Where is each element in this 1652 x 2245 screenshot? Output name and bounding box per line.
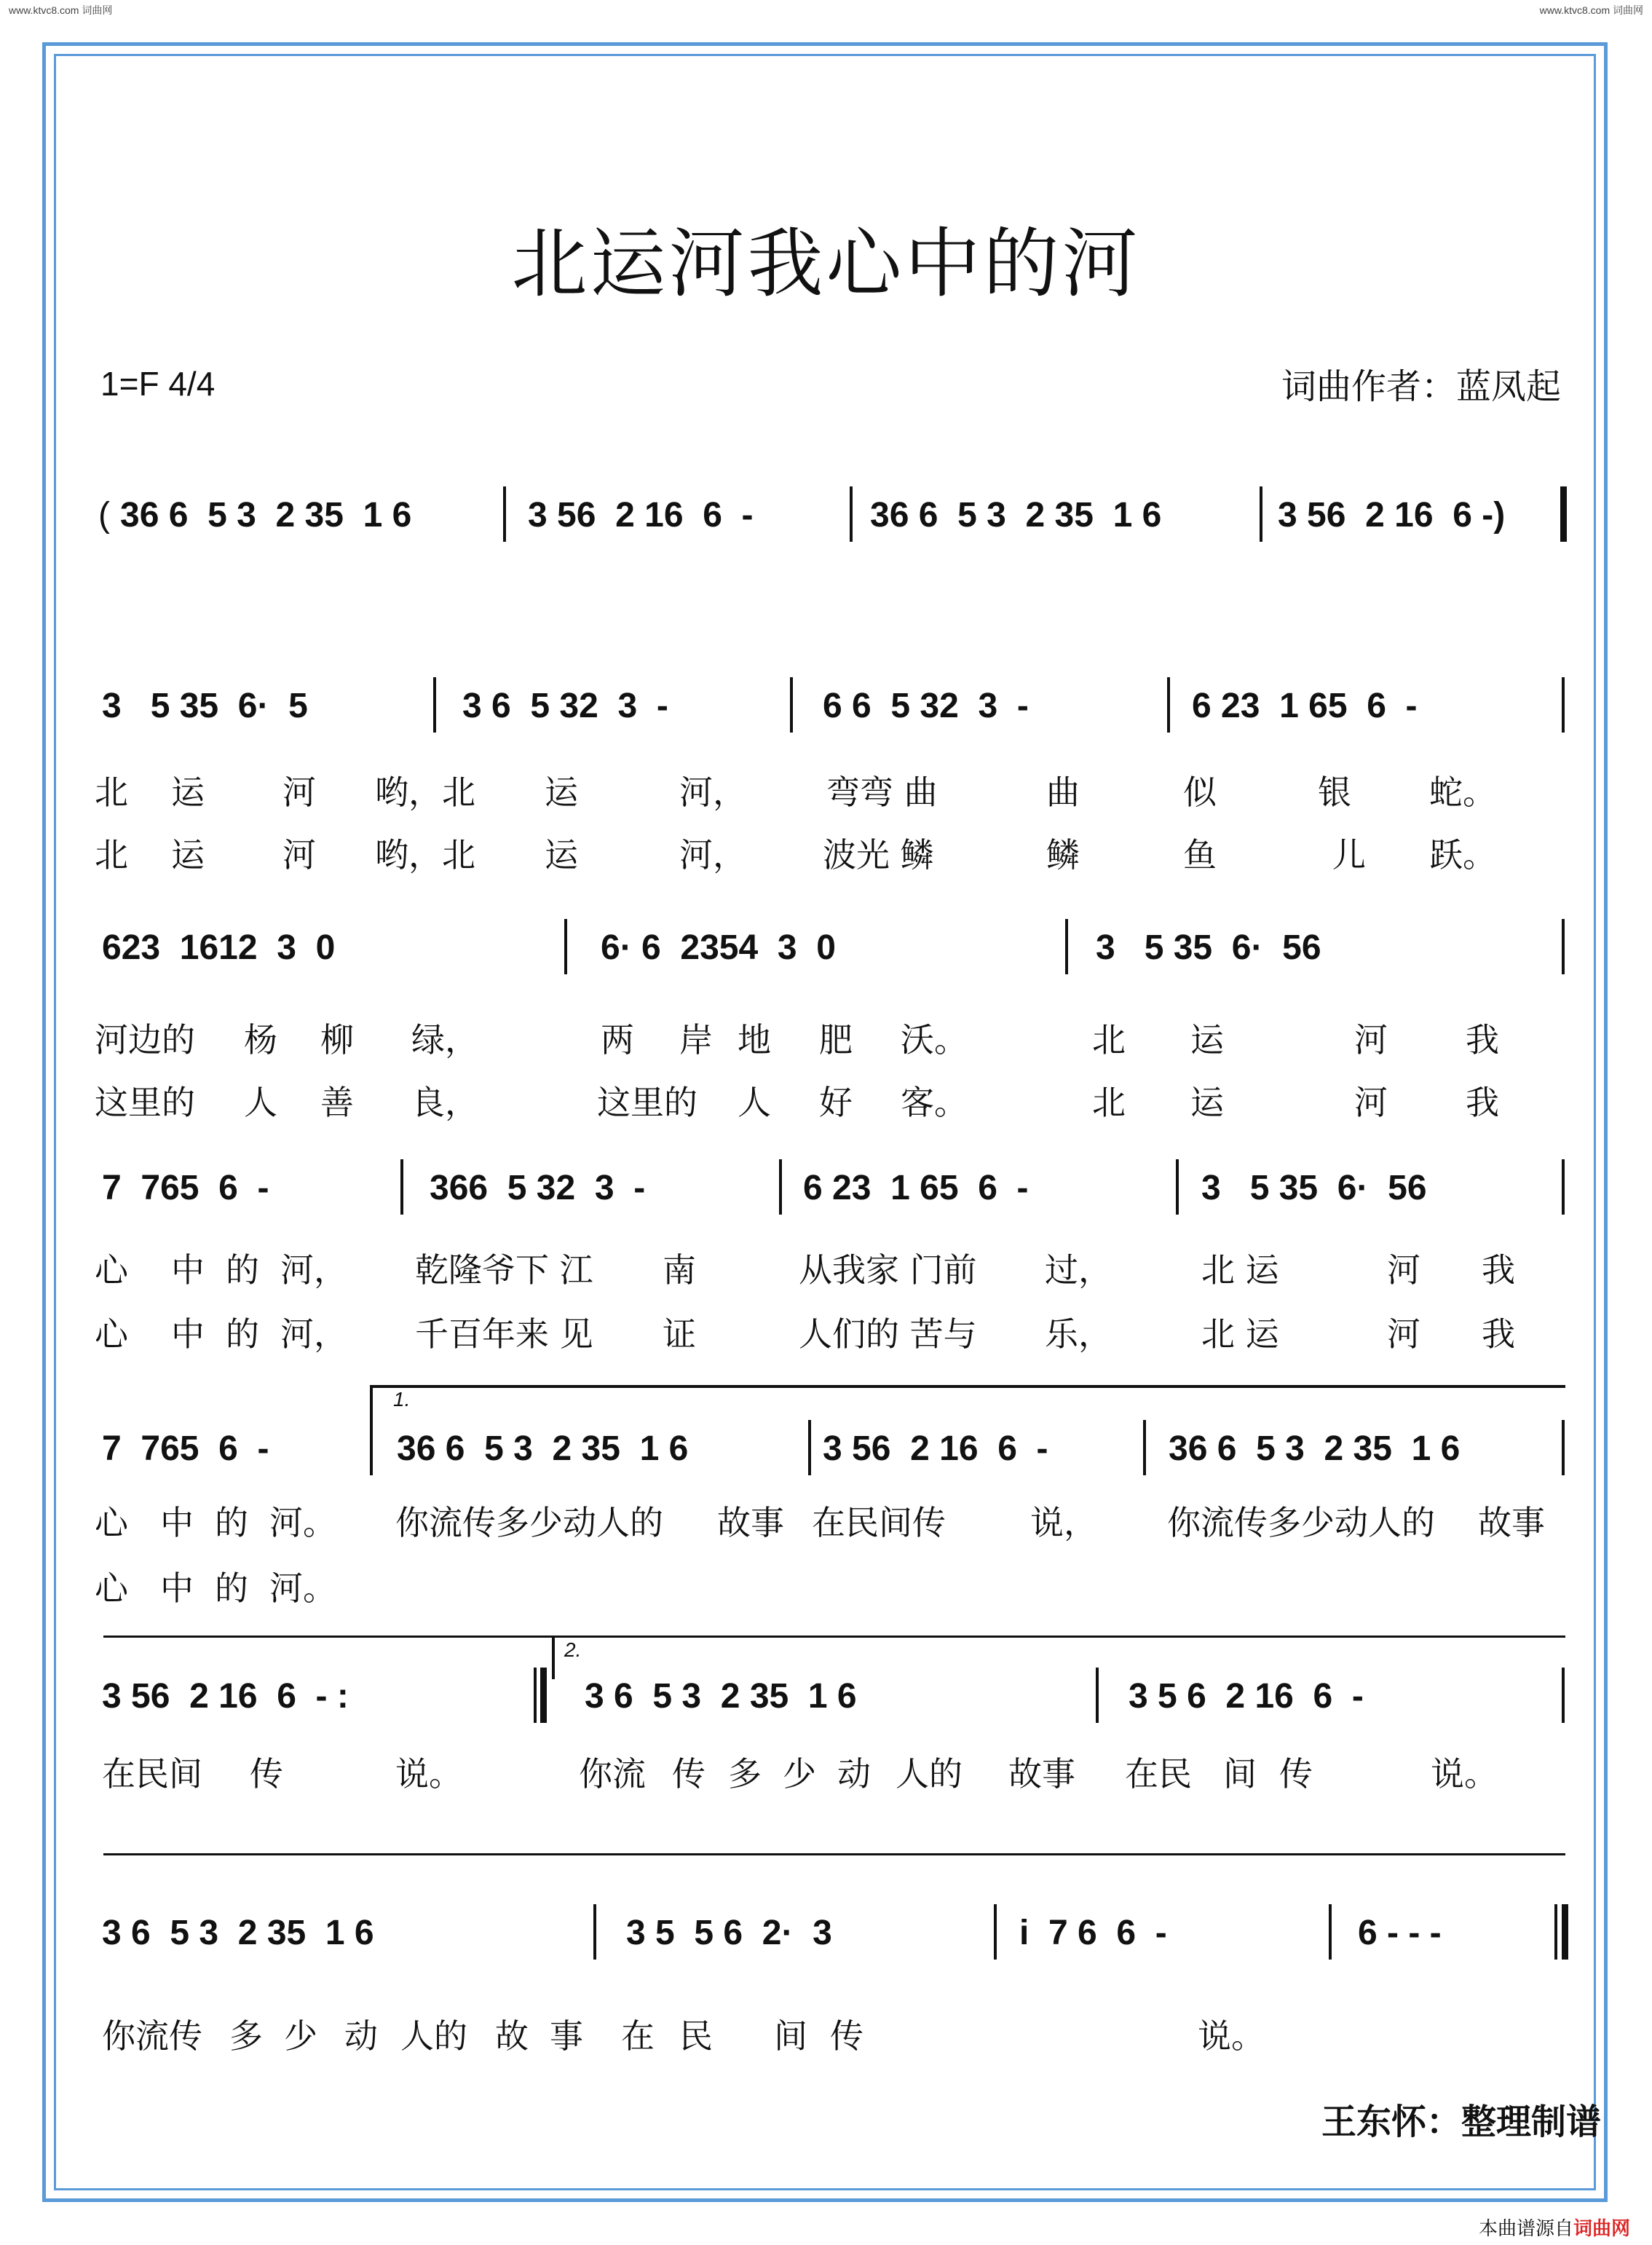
barline <box>1167 677 1170 733</box>
barline <box>1329 1904 1332 1960</box>
lyric: 中 <box>171 1314 205 1354</box>
notation-line-5 <box>91 1668 1565 1726</box>
lyric: 绿， <box>411 1020 478 1060</box>
lyric-line-2b <box>91 1076 1565 1120</box>
final-barline <box>1560 486 1567 542</box>
lyric-line-5 <box>91 1748 1565 1794</box>
lyric-line-4a <box>91 1496 1565 1540</box>
lyric: 河 <box>1387 1250 1420 1290</box>
lyric: 河。 <box>269 1569 336 1608</box>
measure: 366 5 32 3 - <box>430 1169 646 1207</box>
lyric: 河边的 <box>95 1020 195 1060</box>
lyric: 从我家 门前 <box>799 1250 977 1290</box>
lyric: 南 <box>663 1250 696 1290</box>
lyric: 人的 <box>400 2016 467 2056</box>
site-watermark-right: www.ktvc8.com 词曲网 <box>1539 4 1643 16</box>
arranger-credit: 王东怀：整理制谱 <box>1321 2102 1601 2142</box>
lyric: 在 <box>621 2016 655 2056</box>
lyric: 心 <box>95 1314 128 1354</box>
lyric: 地 <box>738 1020 771 1060</box>
lyric: 心 <box>95 1250 128 1290</box>
lyric: 鳞 <box>1046 835 1080 875</box>
lyric: 中 <box>160 1503 194 1542</box>
lyric: 北 <box>95 773 128 812</box>
lyric: 河， <box>679 773 746 812</box>
measure: 3 56 2 16 6 - <box>823 1429 1048 1468</box>
lyric: 蛇。 <box>1429 773 1496 812</box>
author-credit: 词曲作者：蓝凤起 <box>1281 366 1561 407</box>
barline <box>400 1159 403 1215</box>
barline <box>790 677 793 733</box>
lyric: 我 <box>1482 1314 1515 1354</box>
lyric: 在民 <box>1125 1754 1192 1794</box>
lyric: 北 运 <box>1201 1314 1279 1354</box>
lyric: 人 <box>738 1083 771 1122</box>
lyric: 心 <box>95 1569 128 1608</box>
measure: 3 5 5 6 2· 3 <box>626 1914 832 1952</box>
barline <box>1562 1159 1565 1215</box>
lyric: 故事 <box>1478 1503 1545 1542</box>
barline <box>1562 1420 1565 1475</box>
measure: 36 6 5 3 2 35 1 6 <box>1169 1429 1461 1468</box>
lyric-line-6 <box>91 2010 1565 2056</box>
barline <box>1562 919 1565 974</box>
lyric: 间 <box>1223 1754 1257 1794</box>
notation-line-4 <box>91 1420 1565 1478</box>
lyric: 的 <box>215 1503 248 1542</box>
lyric: 动 <box>837 1754 871 1794</box>
lyric: 事 <box>550 2016 583 2056</box>
lyric: 心 <box>95 1503 128 1542</box>
lyric: 弯弯 曲 <box>826 773 938 812</box>
lyric: 我 <box>1466 1083 1499 1122</box>
lyric: 间 <box>774 2016 807 2056</box>
lyric: 这里的 <box>597 1083 697 1122</box>
lyric: 乐， <box>1045 1314 1112 1354</box>
lyric: 人们的 苦与 <box>799 1314 977 1354</box>
volta-bracket-1 <box>370 1385 1565 1388</box>
lyric: 过， <box>1045 1250 1112 1290</box>
lyric: 运 <box>545 773 578 812</box>
measure: 7 765 6 - <box>102 1429 269 1468</box>
barline <box>1562 1668 1565 1723</box>
measure: 3 5 35 6· 56 <box>1096 928 1321 967</box>
barline <box>1176 1159 1179 1215</box>
lyric: 千百年来 见 <box>415 1314 593 1354</box>
barline <box>1143 1420 1146 1475</box>
barline <box>779 1159 782 1215</box>
lyric: 说， <box>1030 1503 1097 1542</box>
measure: 3 6 5 3 2 35 1 6 <box>102 1914 374 1952</box>
lyric: 河， <box>280 1250 347 1290</box>
lyric: 河 <box>1387 1314 1420 1354</box>
measure: 623 1612 3 0 <box>102 928 336 967</box>
measure: 6 23 1 65 6 - <box>1192 687 1418 725</box>
lyric: 肥 <box>819 1020 853 1060</box>
lyric: 说。 <box>1431 1754 1498 1794</box>
lyric: 你流传 <box>102 2016 202 2056</box>
lyric: 哟，北 <box>375 773 475 812</box>
lyric: 动 <box>344 2016 378 2056</box>
barline <box>1096 1668 1099 1723</box>
lyric: 乾隆爷下 江 <box>415 1250 593 1290</box>
lyric-line-4b <box>91 1562 1565 1606</box>
measure: 3 5 35 6· 5 <box>102 687 308 725</box>
intro-measure-2: 3 56 2 16 6 - <box>528 496 754 534</box>
volta-label-1: 1. <box>393 1388 411 1410</box>
lyric: 跃。 <box>1429 835 1496 875</box>
notation-line-3 <box>91 1159 1565 1218</box>
lyric: 少 <box>783 1754 816 1794</box>
intro-row <box>91 486 1565 545</box>
repeat-barline <box>534 1668 537 1723</box>
final-barline-thin <box>1554 1904 1557 1960</box>
site-watermark-left: www.ktvc8.com 词曲网 <box>9 4 113 16</box>
lyric: 的 <box>226 1314 259 1354</box>
lyric: 在民间传 <box>812 1503 946 1542</box>
lyric: 你流 <box>579 1754 646 1794</box>
lyric: 两 <box>601 1020 634 1060</box>
lyric: 运 <box>1190 1083 1224 1122</box>
lyric: 说。 <box>395 1754 462 1794</box>
lyric: 我 <box>1482 1250 1515 1290</box>
lyric: 传 <box>830 2016 863 2056</box>
measure: 6 23 1 65 6 - <box>803 1169 1029 1207</box>
lyric: 河 <box>1354 1020 1388 1060</box>
barline <box>593 1904 596 1960</box>
volta-bracket-1-edge <box>370 1385 373 1421</box>
barline <box>1065 919 1068 974</box>
lyric: 北 <box>1092 1020 1126 1060</box>
notation-line-6 <box>91 1904 1565 1962</box>
barline <box>503 486 506 542</box>
measure: 3 6 5 3 2 35 1 6 <box>585 1677 857 1716</box>
volta-label-2: 2. <box>564 1638 582 1661</box>
lyric: 中 <box>171 1250 205 1290</box>
lyric: 善 <box>320 1083 354 1122</box>
lyric: 柳 <box>320 1020 354 1060</box>
barline <box>850 486 853 542</box>
lyric: 岸 <box>679 1020 713 1060</box>
final-barline <box>1562 1904 1568 1960</box>
lyric: 北 运 <box>1201 1250 1279 1290</box>
lyric-line-2a <box>91 1014 1565 1060</box>
lyric-line-1b <box>91 829 1565 875</box>
measure: 6 - - - <box>1358 1914 1442 1952</box>
lyric: 故 <box>495 2016 529 2056</box>
measure: 3 5 6 2 16 6 - <box>1129 1677 1364 1716</box>
measure: 3 56 2 16 6 - : <box>102 1677 349 1716</box>
lyric: 你流传多少动人的 <box>395 1503 663 1542</box>
lyric: 曲 <box>1046 773 1080 812</box>
source-footer <box>1479 2214 1630 2241</box>
lyric: 运 <box>545 835 578 875</box>
lyric: 北 <box>1092 1083 1126 1122</box>
barline <box>808 1420 811 1475</box>
key-signature: 1=F 4/4 <box>100 365 216 403</box>
lyric: 杨 <box>244 1020 277 1060</box>
barline <box>994 1904 997 1960</box>
measure: 3 5 35 6· 56 <box>1201 1169 1427 1207</box>
lyric: 北 <box>95 835 128 875</box>
barline <box>433 677 436 733</box>
system-rule <box>103 1636 1565 1638</box>
lyric: 传 <box>1279 1754 1313 1794</box>
lyric: 多 <box>728 1754 762 1794</box>
lyric-line-3a <box>91 1244 1565 1290</box>
lyric: 人 <box>244 1083 277 1122</box>
measure: 6· 6 2354 3 0 <box>601 928 836 967</box>
lyric: 的 <box>215 1569 248 1608</box>
lyric: 传 <box>672 1754 706 1794</box>
lyric: 故事 <box>717 1503 784 1542</box>
lyric: 运 <box>171 773 205 812</box>
lyric: 银 <box>1318 773 1351 812</box>
lyric: 好 <box>819 1083 853 1122</box>
notation-line-2 <box>91 919 1565 977</box>
lyric: 河 <box>282 773 316 812</box>
repeat-barline-heavy <box>540 1668 547 1723</box>
song-title: 北运河我心中的河 <box>511 219 1141 308</box>
lyric: 似 <box>1183 773 1217 812</box>
lyric-line-1a <box>91 766 1565 810</box>
barline <box>370 1420 373 1475</box>
lyric-line-3b <box>91 1308 1565 1352</box>
measure: 36 6 5 3 2 35 1 6 <box>397 1429 689 1468</box>
intro-measure-4: 3 56 2 16 6 -) <box>1278 496 1506 534</box>
lyric: 客。 <box>901 1083 968 1122</box>
intro-measure-3: 36 6 5 3 2 35 1 6 <box>870 496 1162 534</box>
lyric: 运 <box>171 835 205 875</box>
lyric: 良， <box>411 1083 478 1122</box>
lyric: 的 <box>226 1250 259 1290</box>
intro-open-paren: ( <box>98 496 110 534</box>
measure: 6 6 5 32 3 - <box>823 687 1029 725</box>
lyric: 河， <box>679 835 746 875</box>
lyric: 运 <box>1190 1020 1224 1060</box>
lyric: 民 <box>679 2016 713 2056</box>
lyric: 你流传多少动人的 <box>1167 1503 1435 1542</box>
lyric: 哟，北 <box>375 835 475 875</box>
source-site-link[interactable]: 词曲网 <box>1573 2218 1630 2240</box>
lyric: 多 <box>229 2016 263 2056</box>
lyric: 波光 鳞 <box>823 835 934 875</box>
notation-line-1 <box>91 677 1565 735</box>
measure: 7 765 6 - <box>102 1169 269 1207</box>
lyric: 儿 <box>1332 835 1366 875</box>
lyric: 这里的 <box>95 1083 195 1122</box>
barline <box>1260 486 1262 542</box>
lyric: 故事 <box>1008 1754 1075 1794</box>
lyric: 沃。 <box>901 1020 968 1060</box>
lyric: 少 <box>284 2016 317 2056</box>
lyric: 河 <box>1354 1083 1388 1122</box>
lyric: 中 <box>160 1569 194 1608</box>
lyric: 河， <box>280 1314 347 1354</box>
system-rule <box>103 1853 1565 1855</box>
measure: i 7 6 6 - <box>1019 1914 1167 1952</box>
lyric: 鱼 <box>1183 835 1217 875</box>
lyric: 我 <box>1466 1020 1499 1060</box>
source-prefix: 本曲谱源自 <box>1478 2218 1573 2240</box>
lyric: 说。 <box>1198 2016 1265 2056</box>
measure: 3 6 5 32 3 - <box>462 687 668 725</box>
lyric: 传 <box>250 1754 283 1794</box>
lyric: 人的 <box>896 1754 963 1794</box>
barline <box>1562 677 1565 733</box>
barline <box>564 919 567 974</box>
lyric: 河。 <box>269 1503 336 1542</box>
lyric: 在民间 <box>102 1754 202 1794</box>
intro-measure-1: 36 6 5 3 2 35 1 6 <box>120 496 412 534</box>
lyric: 河 <box>282 835 316 875</box>
lyric: 证 <box>663 1314 696 1354</box>
